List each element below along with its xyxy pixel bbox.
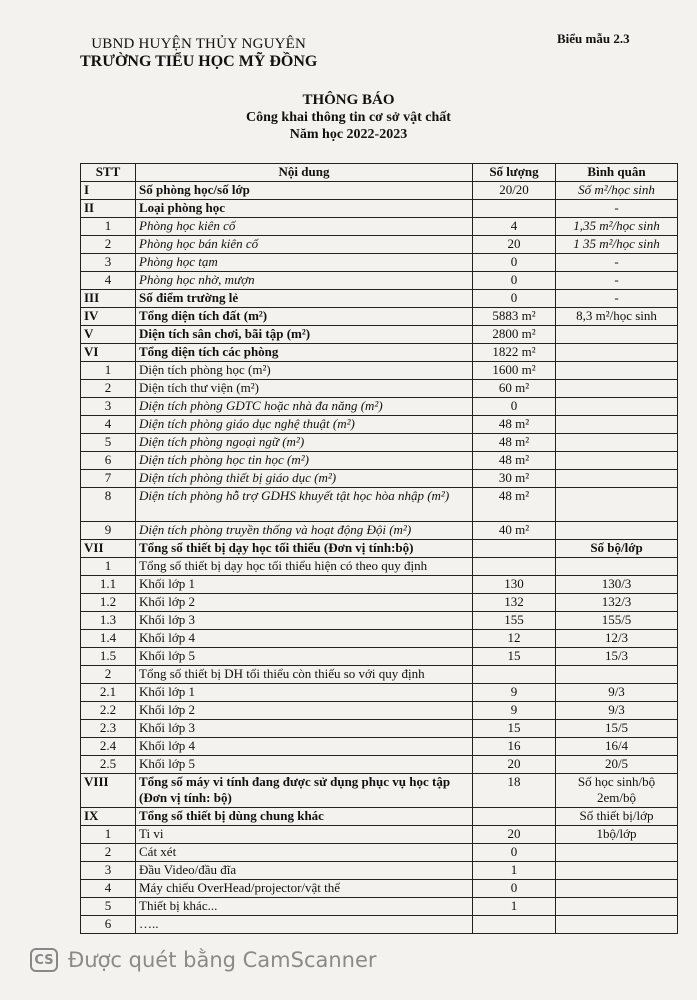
row-average-cell: 20/5 — [556, 756, 678, 774]
row-quantity-cell: 5883 m² — [473, 308, 556, 326]
table-row — [81, 898, 678, 916]
row-stt-cell: IV — [81, 308, 136, 326]
table-row — [81, 398, 678, 416]
row-stt-cell: 2 — [81, 380, 136, 398]
row-quantity-cell: 48 m² — [473, 416, 556, 434]
row-average-cell — [556, 344, 678, 362]
row-average-cell — [556, 452, 678, 470]
column-header-quantity: Số lượng — [473, 164, 556, 182]
table-header-row — [81, 164, 678, 182]
row-stt-cell: 1.1 — [81, 576, 136, 594]
row-quantity-cell: 9 — [473, 702, 556, 720]
row-content-cell: Thiết bị khác... — [136, 898, 473, 916]
row-average-cell: 12/3 — [556, 630, 678, 648]
row-average-cell: Số m²/học sinh — [556, 182, 678, 200]
row-content-cell: Khối lớp 1 — [136, 576, 473, 594]
row-average-cell — [556, 916, 678, 934]
row-average-cell — [556, 666, 678, 684]
row-stt-cell: 3 — [81, 398, 136, 416]
row-content-cell: Phòng học bán kiên cố — [136, 236, 473, 254]
row-content-cell: Ti vi — [136, 826, 473, 844]
row-quantity-cell: 0 — [473, 844, 556, 862]
table-row — [81, 182, 678, 200]
document-title: THÔNG BÁO — [302, 92, 395, 108]
row-stt-cell: 1.3 — [81, 612, 136, 630]
row-average-cell — [556, 398, 678, 416]
row-stt-cell: 4 — [81, 416, 136, 434]
row-content-cell: Phòng học kiên cố — [136, 218, 473, 236]
row-stt-cell: VI — [81, 344, 136, 362]
row-stt-cell: I — [81, 182, 136, 200]
row-stt-cell: 2.4 — [81, 738, 136, 756]
row-content-cell: Khối lớp 2 — [136, 594, 473, 612]
row-quantity-cell: 0 — [473, 880, 556, 898]
row-quantity-cell: 0 — [473, 272, 556, 290]
document-subtitle: Công khai thông tin cơ sở vật chất — [246, 110, 451, 125]
row-stt-cell: 2.3 — [81, 720, 136, 738]
row-quantity-cell: 1 — [473, 862, 556, 880]
row-content-cell: Cát xét — [136, 844, 473, 862]
row-content-cell: Tổng số thiết bị dạy học tối thiểu hiện có theo quy định — [136, 558, 473, 576]
table-row — [81, 612, 678, 630]
row-stt-cell: 5 — [81, 434, 136, 452]
row-average-cell: 9/3 — [556, 684, 678, 702]
table-row — [81, 326, 678, 344]
row-quantity-cell: 20 — [473, 756, 556, 774]
table-row — [81, 308, 678, 326]
row-quantity-cell: 20 — [473, 236, 556, 254]
table-row — [81, 648, 678, 666]
row-content-cell: Diện tích phòng học tin học (m²) — [136, 452, 473, 470]
row-stt-cell: 1 — [81, 218, 136, 236]
row-average-cell: - — [556, 200, 678, 218]
column-header-average: Bình quân — [556, 164, 678, 182]
table-row — [81, 452, 678, 470]
row-stt-cell: 6 — [81, 452, 136, 470]
row-content-cell: Tổng diện tích các phòng — [136, 344, 473, 362]
row-quantity-cell: 16 — [473, 738, 556, 756]
row-quantity-cell: 48 m² — [473, 434, 556, 452]
table-row — [81, 200, 678, 218]
row-content-cell: Loại phòng học — [136, 200, 473, 218]
row-stt-cell: II — [81, 200, 136, 218]
table-row — [81, 362, 678, 380]
row-average-cell: - — [556, 254, 678, 272]
row-quantity-cell — [473, 916, 556, 934]
table-row — [81, 916, 678, 934]
school-name: TRƯỜNG TIỂU HỌC MỸ ĐỒNG — [80, 53, 318, 70]
row-average-cell: Số thiết bị/lớp — [556, 808, 678, 826]
row-stt-cell: 8 — [81, 488, 136, 522]
row-content-cell: Đầu Video/đầu đĩa — [136, 862, 473, 880]
facilities-table — [80, 163, 678, 934]
row-average-cell — [556, 880, 678, 898]
table-row — [81, 738, 678, 756]
table-row — [81, 756, 678, 774]
row-stt-cell: 1.5 — [81, 648, 136, 666]
row-stt-cell: IX — [81, 808, 136, 826]
scanner-watermark — [30, 948, 377, 972]
camscanner-logo-icon: CS — [30, 948, 58, 972]
row-quantity-cell: 48 m² — [473, 452, 556, 470]
row-average-cell: 1bộ/lớp — [556, 826, 678, 844]
table-row — [81, 808, 678, 826]
document-title-block — [0, 92, 697, 143]
table-row — [81, 488, 678, 522]
row-stt-cell: 4 — [81, 880, 136, 898]
row-average-cell: - — [556, 290, 678, 308]
row-content-cell: Diện tích phòng giáo dục nghệ thuật (m²) — [136, 416, 473, 434]
row-stt-cell: 2.1 — [81, 684, 136, 702]
row-quantity-cell: 20/20 — [473, 182, 556, 200]
row-stt-cell: 3 — [81, 862, 136, 880]
row-quantity-cell: 1822 m² — [473, 344, 556, 362]
row-stt-cell: 2 — [81, 666, 136, 684]
district-name: UBND HUYỆN THỦY NGUYÊN — [91, 36, 307, 52]
row-quantity-cell: 15 — [473, 720, 556, 738]
row-content-cell: Diện tích sân chơi, bãi tập (m²) — [136, 326, 473, 344]
row-stt-cell: 7 — [81, 470, 136, 488]
row-average-cell — [556, 488, 678, 522]
row-quantity-cell: 40 m² — [473, 522, 556, 540]
row-content-cell: Phòng học nhờ, mượn — [136, 272, 473, 290]
row-average-cell: 132/3 — [556, 594, 678, 612]
row-average-cell — [556, 898, 678, 916]
row-average-cell — [556, 380, 678, 398]
row-average-cell: 1,35 m²/học sinh — [556, 218, 678, 236]
table-row — [81, 416, 678, 434]
table-row — [81, 774, 678, 808]
row-stt-cell: 1.4 — [81, 630, 136, 648]
row-quantity-cell: 15 — [473, 648, 556, 666]
row-stt-cell: 2 — [81, 236, 136, 254]
row-quantity-cell — [473, 558, 556, 576]
row-average-cell — [556, 470, 678, 488]
row-quantity-cell: 9 — [473, 684, 556, 702]
row-average-cell — [556, 362, 678, 380]
row-stt-cell: 1 — [81, 362, 136, 380]
row-content-cell: Phòng học tạm — [136, 254, 473, 272]
row-quantity-cell — [473, 666, 556, 684]
row-content-cell: Diện tích phòng học (m²) — [136, 362, 473, 380]
row-stt-cell: VII — [81, 540, 136, 558]
row-average-cell: 9/3 — [556, 702, 678, 720]
row-stt-cell: 5 — [81, 898, 136, 916]
school-year: Năm học 2022-2023 — [289, 127, 408, 142]
row-quantity-cell: 12 — [473, 630, 556, 648]
table-row — [81, 702, 678, 720]
row-content-cell: Máy chiếu OverHead/projector/vật thể — [136, 880, 473, 898]
row-stt-cell: V — [81, 326, 136, 344]
row-quantity-cell: 20 — [473, 826, 556, 844]
row-average-cell: 15/5 — [556, 720, 678, 738]
row-average-cell: 155/5 — [556, 612, 678, 630]
column-header-stt: STT — [81, 164, 136, 182]
table-row — [81, 558, 678, 576]
row-quantity-cell — [473, 808, 556, 826]
row-quantity-cell: 0 — [473, 290, 556, 308]
row-content-cell: Tổng diện tích đất (m²) — [136, 308, 473, 326]
table-row — [81, 290, 678, 308]
row-quantity-cell: 0 — [473, 254, 556, 272]
table-row — [81, 630, 678, 648]
row-quantity-cell: 30 m² — [473, 470, 556, 488]
row-stt-cell: VIII — [81, 774, 136, 808]
row-average-cell: 1 35 m²/học sinh — [556, 236, 678, 254]
row-stt-cell: 1 — [81, 558, 136, 576]
table-row — [81, 880, 678, 898]
scanner-text: Được quét bằng CamScanner — [68, 948, 377, 972]
row-content-cell: Khối lớp 4 — [136, 738, 473, 756]
row-stt-cell: 3 — [81, 254, 136, 272]
table-row — [81, 522, 678, 540]
row-content-cell: Khối lớp 4 — [136, 630, 473, 648]
row-content-cell: Tổng số thiết bị dạy học tối thiểu (Đơn vị tính:bộ) — [136, 540, 473, 558]
row-content-cell: Tổng số máy vi tính đang được sử dụng phục vụ học tập (Đơn vị tính: bộ) — [136, 774, 473, 808]
row-content-cell: Diện tích phòng thiết bị giáo dục (m²) — [136, 470, 473, 488]
row-content-cell: Khối lớp 1 — [136, 684, 473, 702]
row-average-cell — [556, 558, 678, 576]
row-content-cell: Khối lớp 5 — [136, 648, 473, 666]
table-row — [81, 272, 678, 290]
row-quantity-cell: 4 — [473, 218, 556, 236]
row-content-cell: Diện tích phòng truyền thống và hoạt động Đội (m²) — [136, 522, 473, 540]
table-row — [81, 594, 678, 612]
row-average-cell: 16/4 — [556, 738, 678, 756]
row-quantity-cell: 18 — [473, 774, 556, 808]
row-average-cell — [556, 416, 678, 434]
row-average-cell — [556, 522, 678, 540]
row-quantity-cell — [473, 540, 556, 558]
row-content-cell: Diện tích thư viện (m²) — [136, 380, 473, 398]
issuing-organization — [80, 36, 317, 71]
row-quantity-cell: 1600 m² — [473, 362, 556, 380]
table-row — [81, 344, 678, 362]
row-stt-cell: 6 — [81, 916, 136, 934]
row-quantity-cell: 60 m² — [473, 380, 556, 398]
table-row — [81, 862, 678, 880]
row-stt-cell: 9 — [81, 522, 136, 540]
table-row — [81, 434, 678, 452]
row-quantity-cell: 155 — [473, 612, 556, 630]
row-stt-cell: 2 — [81, 844, 136, 862]
table-row — [81, 720, 678, 738]
row-content-cell: Diện tích phòng GDTC hoặc nhà đa năng (m²) — [136, 398, 473, 416]
form-code: Biểu mẫu 2.3 — [557, 31, 630, 46]
table-row — [81, 218, 678, 236]
table-row — [81, 380, 678, 398]
row-average-cell: Số học sinh/bộ 2em/bộ — [556, 774, 678, 808]
table-row — [81, 254, 678, 272]
row-quantity-cell: 132 — [473, 594, 556, 612]
row-average-cell: 130/3 — [556, 576, 678, 594]
row-content-cell: Diện tích phòng ngoại ngữ (m²) — [136, 434, 473, 452]
table-row — [81, 666, 678, 684]
row-content-cell: Khối lớp 5 — [136, 756, 473, 774]
row-content-cell: Khối lớp 3 — [136, 720, 473, 738]
row-average-cell — [556, 862, 678, 880]
row-content-cell: Tổng số thiết bị dùng chung khác — [136, 808, 473, 826]
row-content-cell: Số điểm trường lẻ — [136, 290, 473, 308]
row-quantity-cell: 48 m² — [473, 488, 556, 522]
table-row — [81, 684, 678, 702]
row-stt-cell: 4 — [81, 272, 136, 290]
row-content-cell: Diện tích phòng hỗ trợ GDHS khuyết tật học hòa nhập (m²) — [136, 488, 473, 522]
table-row — [81, 236, 678, 254]
table-row — [81, 576, 678, 594]
column-header-content: Nội dung — [136, 164, 473, 182]
row-content-cell: Khối lớp 2 — [136, 702, 473, 720]
row-average-cell: 8,3 m²/học sinh — [556, 308, 678, 326]
row-quantity-cell: 2800 m² — [473, 326, 556, 344]
row-average-cell — [556, 326, 678, 344]
row-stt-cell: 1 — [81, 826, 136, 844]
table-row — [81, 826, 678, 844]
row-average-cell — [556, 844, 678, 862]
row-quantity-cell: 0 — [473, 398, 556, 416]
row-quantity-cell: 130 — [473, 576, 556, 594]
row-content-cell: Khối lớp 3 — [136, 612, 473, 630]
row-quantity-cell: 1 — [473, 898, 556, 916]
row-content-cell: Số phòng học/số lớp — [136, 182, 473, 200]
row-average-cell: - — [556, 272, 678, 290]
table-row — [81, 844, 678, 862]
row-average-cell: Số bộ/lớp — [556, 540, 678, 558]
row-stt-cell: 2.5 — [81, 756, 136, 774]
row-quantity-cell — [473, 200, 556, 218]
row-stt-cell: 1.2 — [81, 594, 136, 612]
row-average-cell: 15/3 — [556, 648, 678, 666]
row-content-cell: ….. — [136, 916, 473, 934]
table-row — [81, 470, 678, 488]
row-average-cell — [556, 434, 678, 452]
row-stt-cell: 2.2 — [81, 702, 136, 720]
table-row — [81, 540, 678, 558]
row-content-cell: Tổng số thiết bị DH tối thiểu còn thiếu so với quy định — [136, 666, 473, 684]
row-stt-cell: III — [81, 290, 136, 308]
